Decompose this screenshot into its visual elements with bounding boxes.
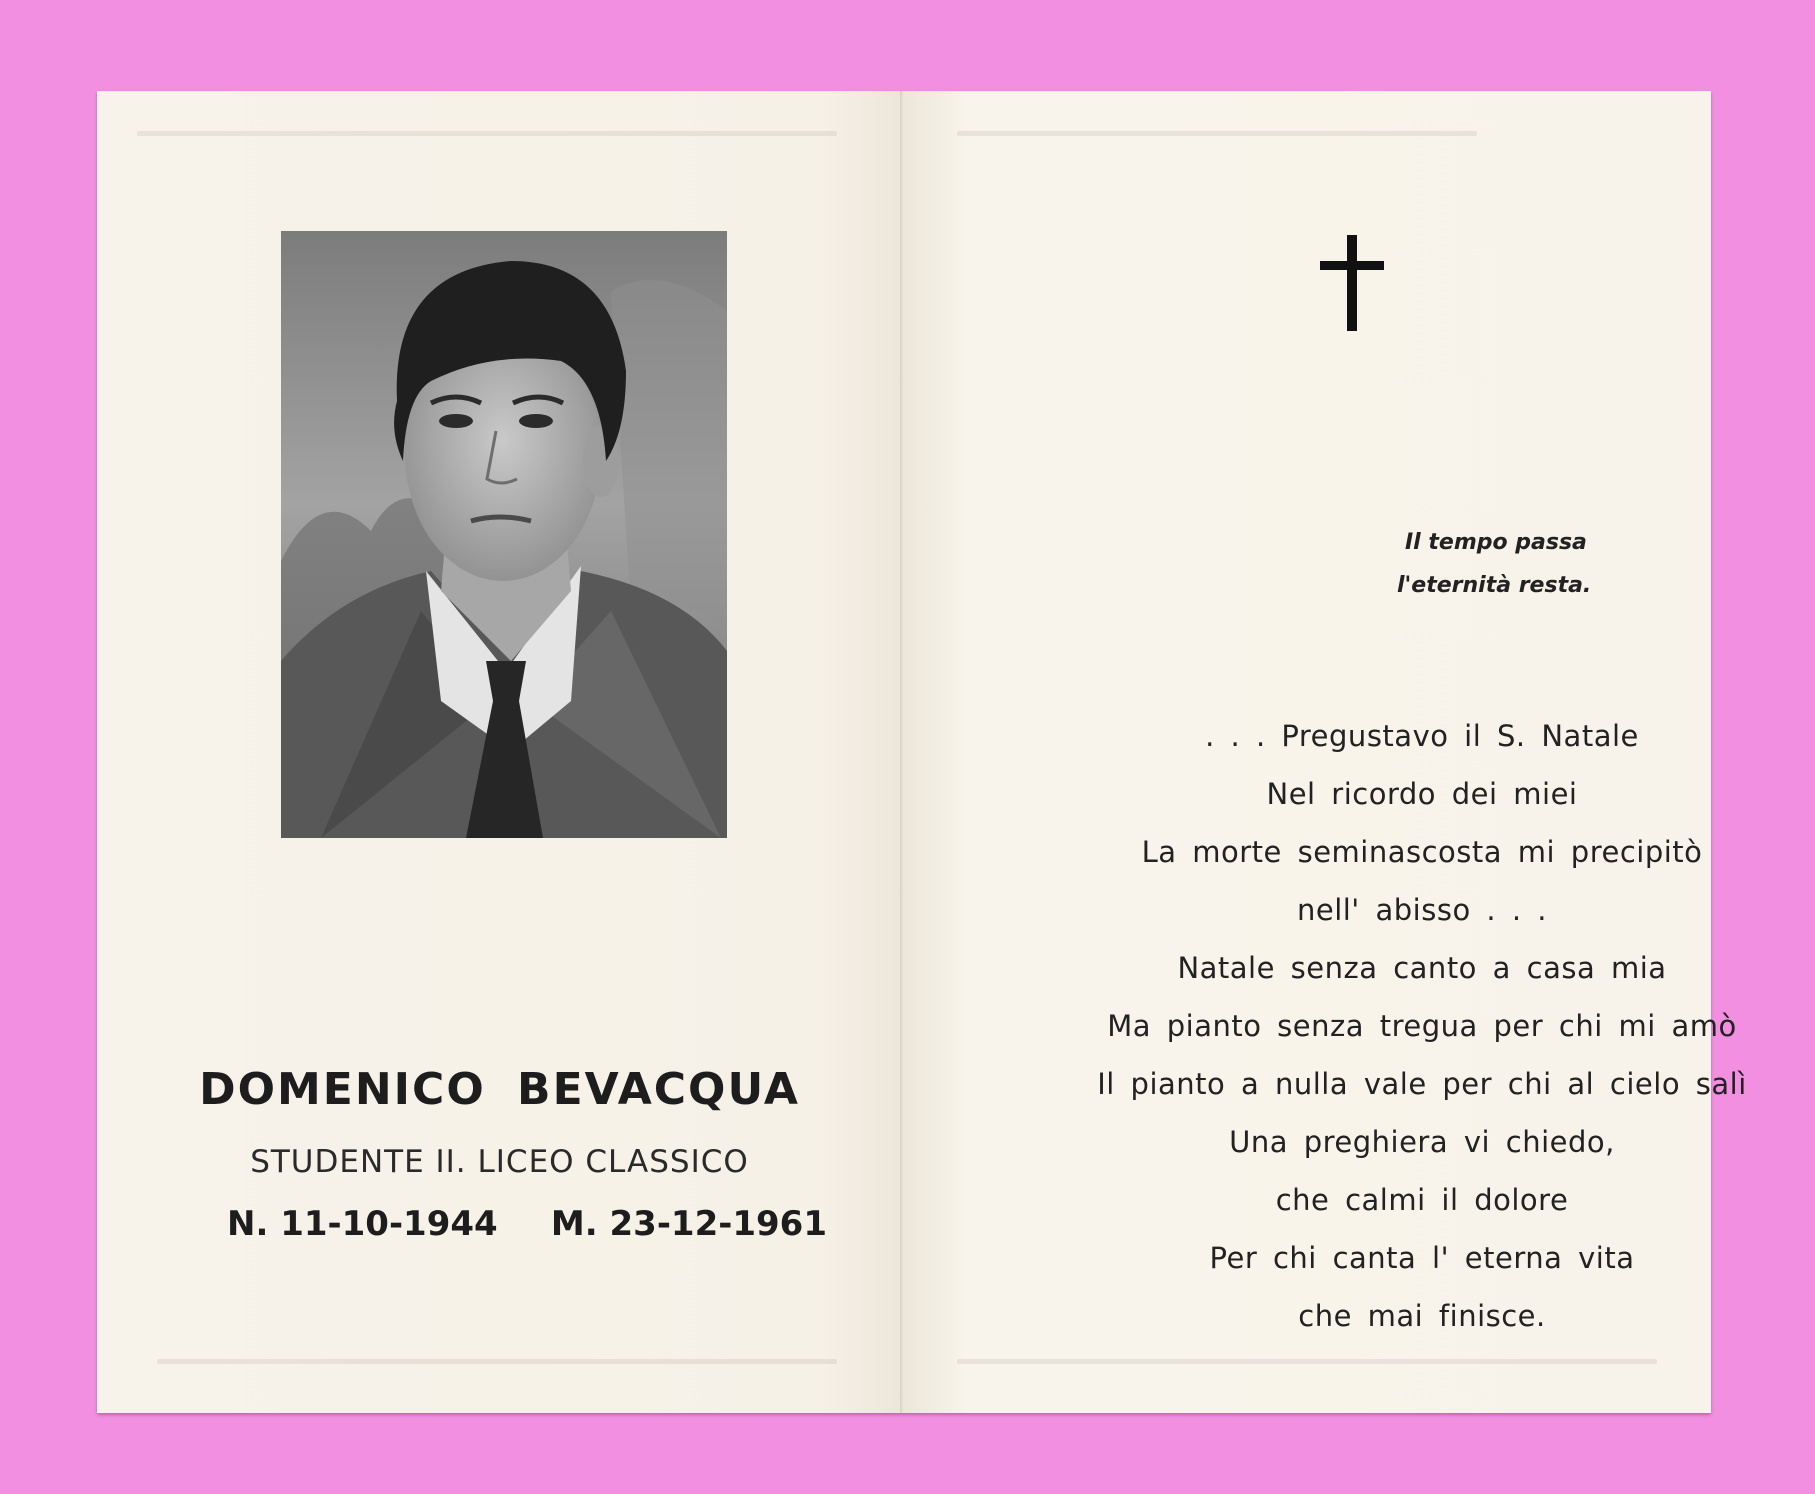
deceased-name: DOMENICO BEVACQUA <box>199 1064 800 1115</box>
poem-line: Nel ricordo dei miei <box>1266 777 1578 811</box>
poem-line: Una preghiera vi chiedo, <box>1229 1125 1615 1159</box>
poem-line: Per chi canta l' eterna vita <box>1209 1241 1635 1275</box>
poem-line: La morte seminascosta mi precipitò <box>1141 835 1703 869</box>
student-role: STUDENTE II. LICEO CLASSICO <box>250 1144 749 1180</box>
poem-line: che mai finisce. <box>1298 1299 1546 1333</box>
life-dates <box>227 1204 827 1244</box>
motto <box>1397 521 1757 607</box>
motto-line-1: Il tempo passa <box>1405 530 1587 555</box>
poem-line: Natale senza canto a casa mia <box>1177 951 1667 985</box>
poem <box>1057 707 1787 1345</box>
show-through-line <box>157 1359 837 1364</box>
memorial-card <box>97 91 1747 1413</box>
death-date: M. 23-12-1961 <box>550 1204 827 1244</box>
poem-line: che calmi il dolore <box>1275 1183 1569 1217</box>
poem-line: nell' abisso . . . <box>1296 893 1548 927</box>
show-through-line <box>137 131 837 136</box>
show-through-line <box>957 1359 1657 1364</box>
latin-cross-icon <box>1292 223 1412 343</box>
portrait-photo <box>281 231 727 838</box>
birth-date: N. 11-10-1944 <box>227 1204 498 1244</box>
card-fold <box>900 91 903 1413</box>
poem-line: Ma pianto senza tregua per chi mi amò <box>1107 1009 1737 1043</box>
motto-line-2: l'eternità resta. <box>1397 573 1592 598</box>
show-through-line <box>957 131 1477 136</box>
poem-line: . . . Pregustavo il S. Natale <box>1205 719 1639 753</box>
poem-line: Il pianto a nulla vale per chi al cielo salì <box>1097 1067 1747 1101</box>
